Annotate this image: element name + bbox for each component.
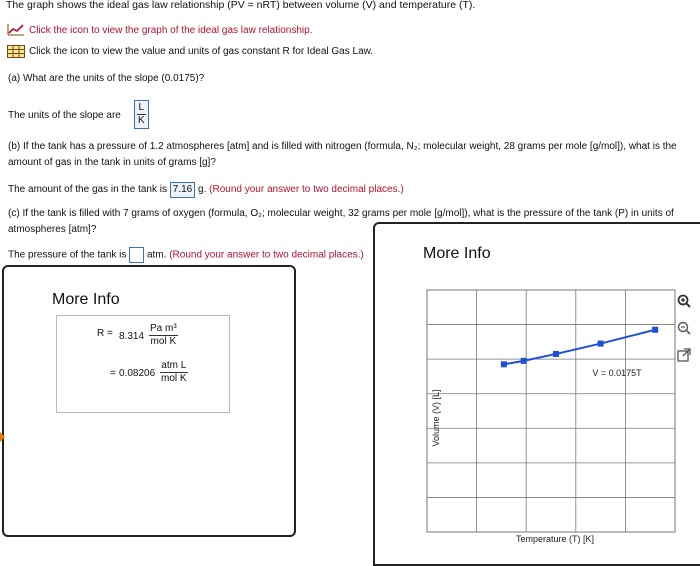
data-point — [521, 358, 527, 364]
question-b-prompt-line2: amount of gas in the tank in units of grams [g]? — [8, 157, 216, 168]
plot-frame — [427, 290, 675, 532]
question-c-prompt-line2: atmospheres [atm]? — [8, 224, 97, 235]
zoom-in-icon[interactable] — [676, 293, 692, 309]
question-a-answer-prefix: The units of the slope are — [8, 110, 121, 121]
more-info-graph-popup — [373, 222, 700, 566]
x-axis-label: Temperature (T) [K] — [515, 534, 595, 544]
data-point — [553, 351, 559, 357]
line-chart-icon[interactable] — [7, 23, 25, 36]
question-c-answer-row — [8, 247, 364, 263]
zoom-out-icon[interactable] — [676, 320, 692, 336]
gas-constant-box — [56, 315, 230, 413]
popup-title: More Info — [52, 291, 120, 308]
r-equals: = — [110, 368, 116, 379]
question-c-answer-unit: atm. — [146, 249, 167, 261]
r-label: R = — [97, 328, 113, 339]
popout-icon[interactable] — [676, 347, 692, 363]
r-value-2: 0.08206 — [119, 368, 156, 379]
question-c-answer-prefix: The pressure of the tank is — [8, 249, 127, 261]
data-point — [652, 327, 658, 333]
constant-link[interactable]: Click the icon to view the value and units of gas constant R for Ideal Gas Law. — [29, 46, 374, 57]
question-b-rounding-note: (Round your answer to two decimal places.) — [209, 184, 404, 195]
question-b-answer-input[interactable]: 7.16 — [170, 182, 195, 198]
popup-title: More Info — [423, 245, 491, 262]
y-axis-label: Volume (V) [L] — [431, 389, 441, 447]
r-value-1: 8.314 — [119, 331, 145, 342]
volume-temperature-graph — [375, 224, 700, 564]
r-unit-1 — [149, 323, 178, 348]
data-point — [501, 361, 507, 367]
r-unit-1-numerator: Pa m³ — [150, 323, 177, 334]
question-c-rounding-note: (Round your answer to two decimal places.) — [169, 249, 364, 261]
question-b-answer-row — [8, 182, 404, 198]
fraction-denominator: K — [138, 115, 145, 126]
equation-label: V = 0.0175T — [592, 368, 642, 378]
intro-text: The graph shows the ideal gas law relationship (PV = nRT) between volume (V) and temperature (T). — [6, 0, 476, 11]
r-unit-1-denominator: mol K — [150, 336, 177, 347]
question-a-prompt: (a) What are the units of the slope (0.0175)? — [8, 73, 205, 84]
question-b-prompt-line1: (b) If the tank has a pressure of 1.2 atmospheres [atm] and is filled with nitrogen (formula, N₂; molecular weight, 28 grams per mole [g/mol]), what is the — [8, 141, 677, 152]
table-icon[interactable] — [7, 45, 25, 58]
question-c-answer-input[interactable] — [129, 247, 144, 263]
question-a-answer-fraction — [134, 100, 149, 129]
question-c-prompt-line1: (c) If the tank is filled with 7 grams of oxygen (formula, O₂; molecular weight, 32 grams per mole [g/mol]), what is the pressure of the tank (P) in units of — [8, 208, 674, 219]
question-b-answer-unit: g. — [198, 184, 207, 195]
r-unit-2-denominator: mol K — [161, 373, 187, 384]
fraction-numerator: L — [138, 102, 145, 113]
r-unit-2 — [160, 360, 188, 385]
question-b-answer-prefix: The amount of the gas in the tank is — [8, 184, 167, 195]
graph-link[interactable]: Click the icon to view the graph of the ideal gas law relationship. — [29, 25, 313, 36]
data-point — [598, 341, 604, 347]
left-edge-marker-icon — [0, 432, 5, 442]
more-info-constant-popup — [2, 265, 296, 537]
r-unit-2-numerator: atm L — [161, 360, 187, 371]
